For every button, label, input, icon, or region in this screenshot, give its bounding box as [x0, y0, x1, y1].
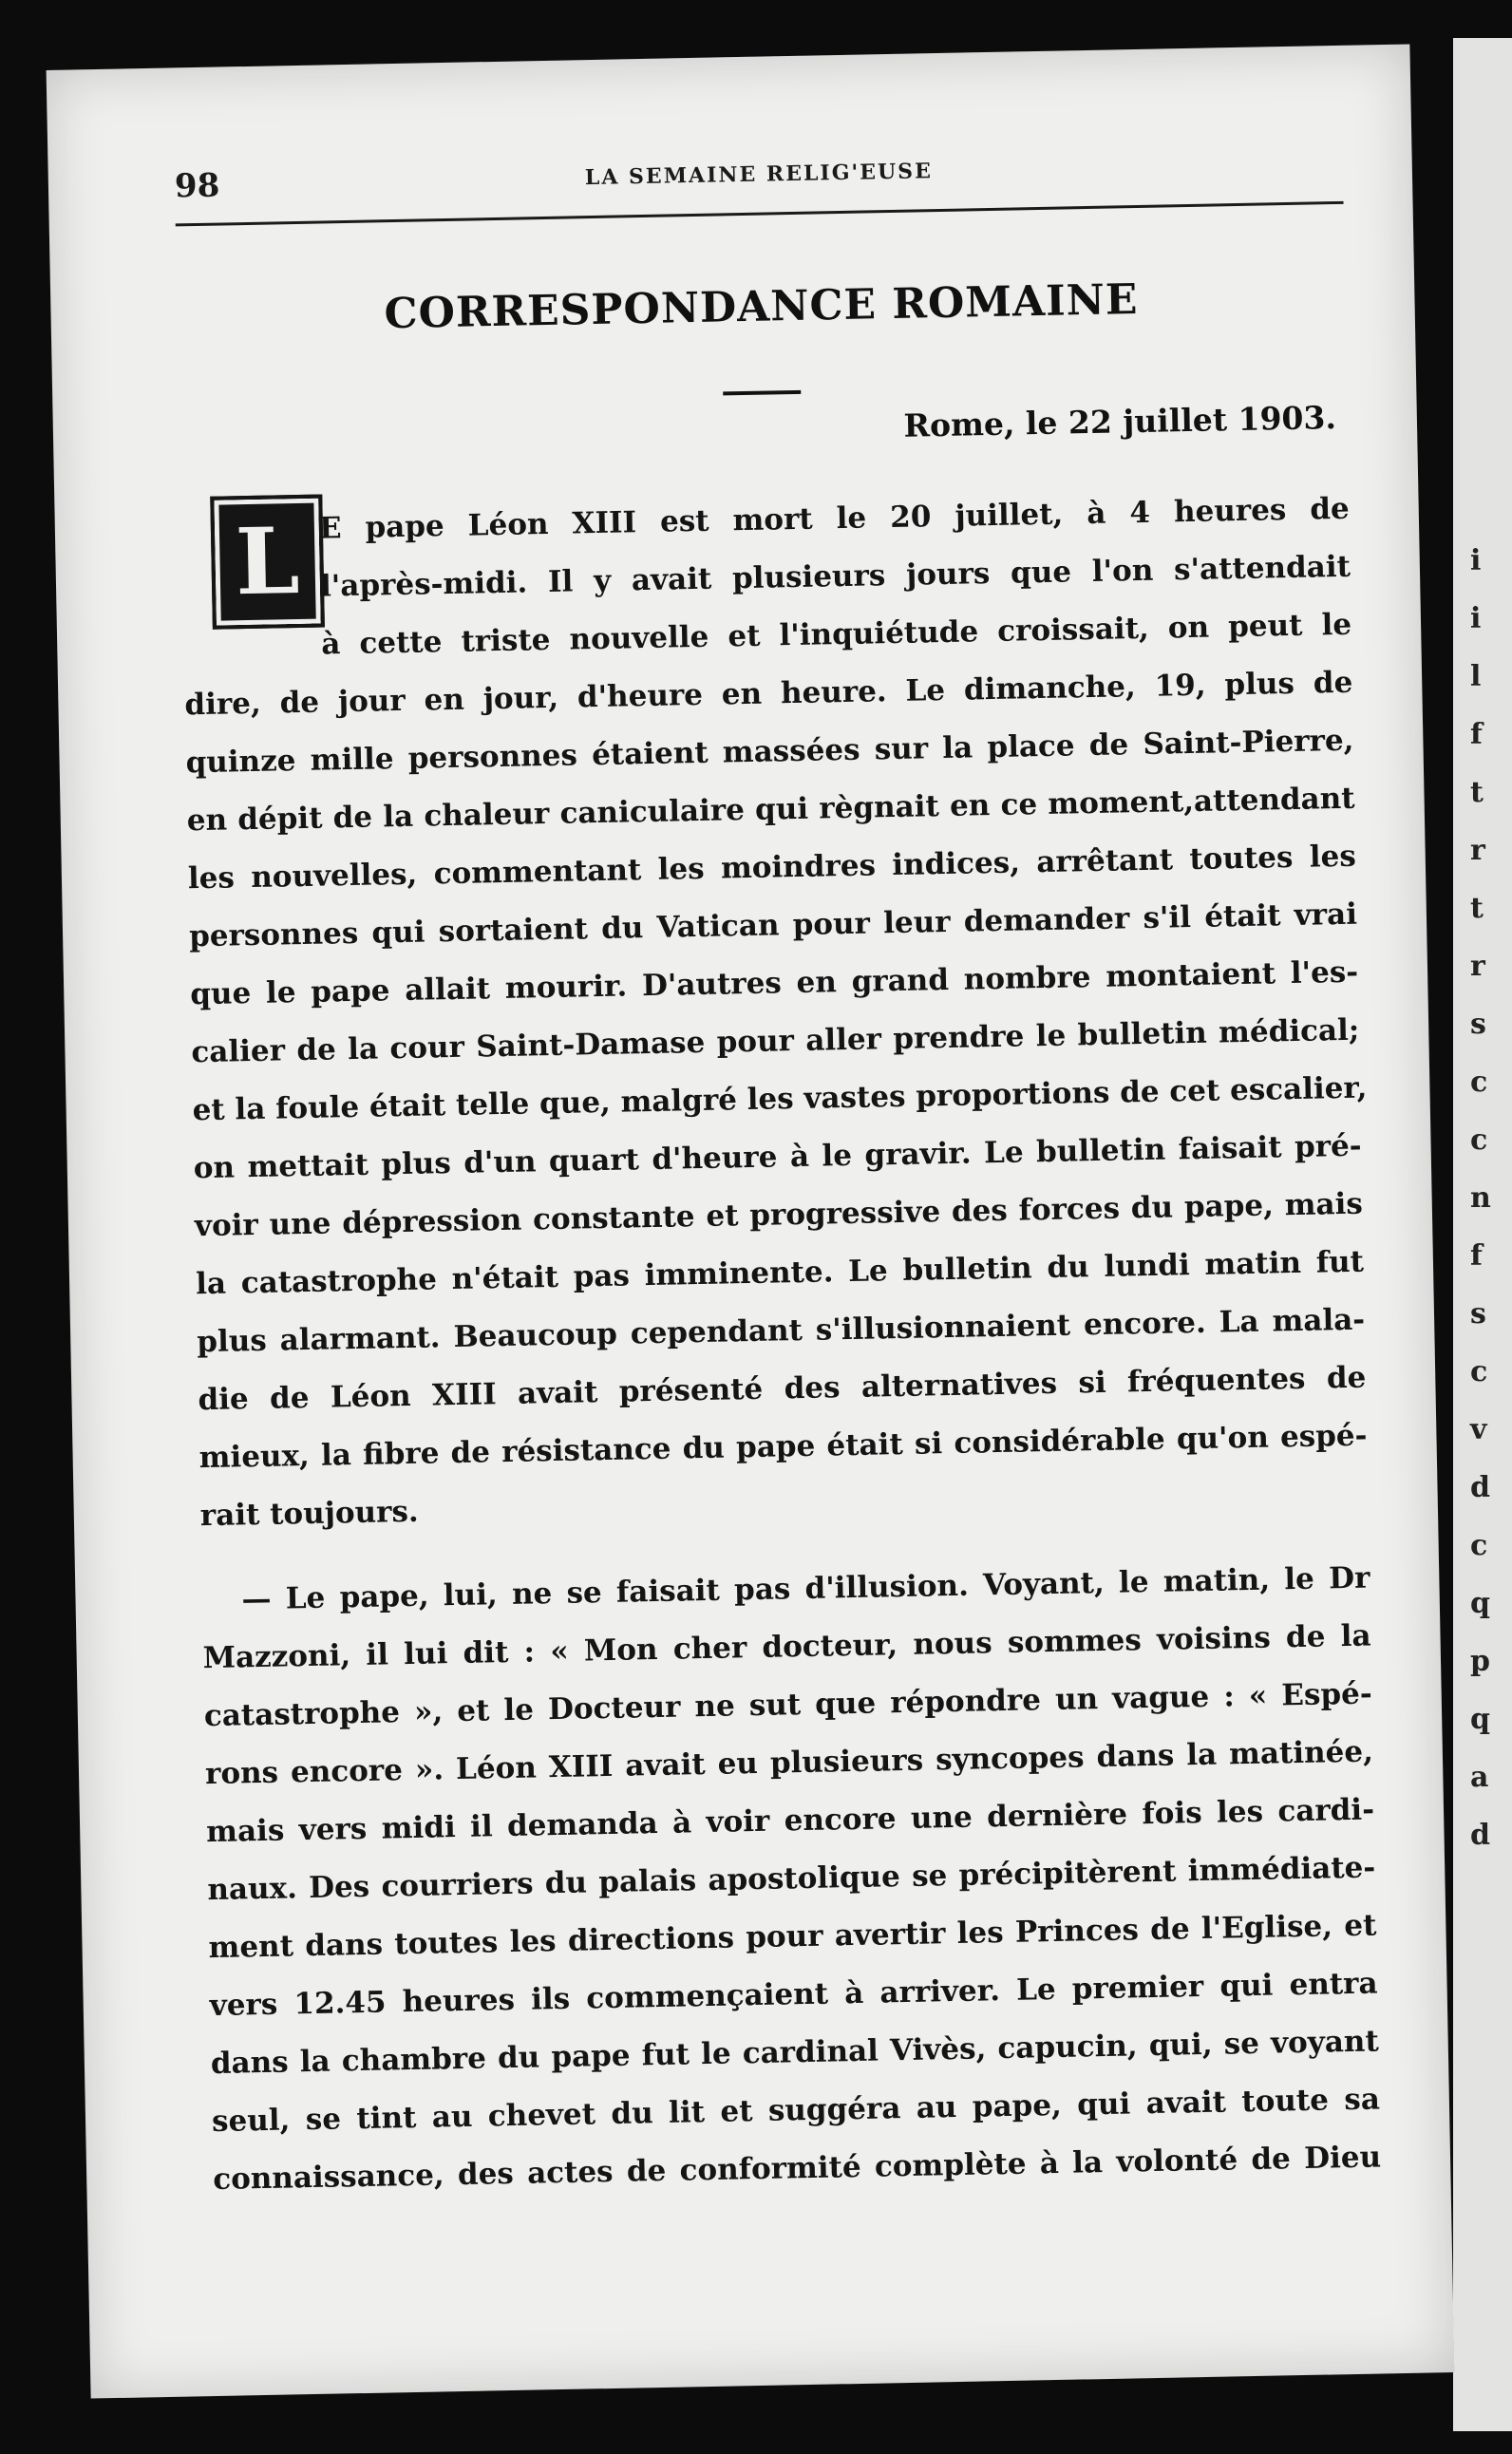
dateline: Rome, le 22 juillet 1903.	[903, 399, 1337, 444]
paragraph-1-line: personnes qui sortaient du Vatican pour leur demander s'il était vrai	[188, 897, 1358, 954]
edge-letter: l	[1470, 660, 1482, 693]
edge-letter: r	[1470, 834, 1485, 867]
edge-letter: s	[1470, 1008, 1486, 1041]
paragraph-1-line: dire, de jour en jour, d'heure en heure. Le dimanche, 19, plus de	[184, 665, 1353, 723]
paragraph-1-line: et la foule était telle que, malgré les vastes proportions de cet escalier,	[192, 1070, 1368, 1128]
edge-letter: q	[1470, 1703, 1490, 1736]
paragraph-2-line: — Le pape, lui, ne se faisait pas d'illusion. Voyant, le matin, le Dr	[241, 1560, 1370, 1617]
paragraph-2-line: seul, se tint au chevet du lit et suggéra au pape, qui avait toute sa	[211, 2082, 1381, 2140]
paragraph-1-line: en dépit de la chaleur caniculaire qui règnait en ce moment,attendant	[186, 781, 1355, 839]
paragraph-1-line: calier de la cour Saint-Damase pour aller prendre le bulletin médical;	[191, 1012, 1360, 1070]
edge-letter: c	[1470, 1529, 1488, 1562]
paragraph-1-line: quinze mille personnes étaient massées sur la place de Saint-Pierre,	[185, 723, 1354, 781]
paragraph-1-line: rait toujours.	[199, 1494, 420, 1534]
book-page	[47, 44, 1455, 2398]
edge-letter: n	[1470, 1181, 1491, 1215]
paragraph-1-line: les nouvelles, commentant les moindres indices, arrêtant toutes les	[187, 839, 1357, 897]
title-rule	[723, 390, 801, 396]
drop-cap-letter: L	[234, 506, 301, 616]
paragraph-2-line: connaissance, des actes de conformité complète à la volonté de Dieu	[212, 2140, 1382, 2198]
drop-cap	[210, 495, 325, 630]
paragraph-1-line: on mettait plus d'un quart d'heure à le gravir. Le bulletin faisait pré-	[193, 1128, 1362, 1186]
paragraph-1-line: E pape Léon XIII est mort le 20 juillet, à 4 heures de	[318, 491, 1351, 546]
edge-letter: t	[1470, 892, 1484, 925]
adjacent-page-letters	[1470, 532, 1508, 1864]
paragraph-2-line: ment dans toutes les directions pour avertir les Princes de l'Eglise, et	[208, 1908, 1377, 1966]
paragraph-1-line: plus alarmant. Beaucoup cependant s'illusionnaient encore. La mala-	[196, 1302, 1366, 1360]
edge-letter: c	[1470, 1123, 1488, 1157]
paragraph-1-line: que le pape allait mourir. D'autres en grand nombre montaient l'es-	[189, 954, 1359, 1012]
paragraph-2-line: mais vers midi il demanda à voir encore une dernière fois les cardi-	[205, 1792, 1375, 1850]
paragraph-2-line: vers 12.45 heures ils commençaient à arriver. Le premier qui entra	[209, 1966, 1378, 2024]
paragraph-1-line: mieux, la fibre de résistance du pape était si considérable qu'on espé-	[198, 1418, 1368, 1476]
paragraph-1-line: l'après-midi. Il y avait plusieurs jours que l'on s'attendait	[319, 549, 1351, 604]
edge-letter: f	[1470, 1239, 1483, 1273]
paragraph-2-line: rons encore ». Léon XIII avait eu plusieurs syncopes dans la matinée,	[204, 1734, 1374, 1792]
paragraph-1-line: voir une dépression constante et progressive des forces du pape, mais	[194, 1186, 1364, 1244]
edge-letter: c	[1470, 1355, 1488, 1388]
page-number: 98	[174, 166, 220, 206]
edge-letter: c	[1470, 1066, 1488, 1099]
edge-letter: i	[1470, 544, 1482, 577]
edge-letter: p	[1470, 1645, 1490, 1678]
edge-letter: s	[1470, 1297, 1486, 1331]
paragraph-1-line: die de Léon XIII avait présenté des alternatives si fréquentes de	[198, 1360, 1367, 1418]
paragraph-2-line: Mazzoni, il lui dit : « Mon cher docteur, nous sommes voisins de la	[202, 1618, 1371, 1676]
article-title: CORRESPONDANCE ROMAINE	[384, 274, 1139, 339]
edge-letter: i	[1470, 602, 1482, 635]
running-head: LA SEMAINE RELIG'EUSE	[584, 159, 934, 191]
edge-letter: d	[1470, 1819, 1490, 1852]
paragraph-2-line: naux. Des courriers du palais apostolique se précipitèrent immédiate-	[207, 1850, 1376, 1908]
edge-letter: r	[1470, 950, 1485, 983]
edge-letter: v	[1470, 1413, 1487, 1446]
edge-letter: a	[1470, 1761, 1489, 1794]
edge-letter: f	[1470, 718, 1483, 751]
paragraph-1-line: la catastrophe n'était pas imminente. Le bulletin du lundi matin fut	[195, 1244, 1365, 1302]
edge-letter: d	[1470, 1471, 1490, 1504]
paragraph-1-line: à cette triste nouvelle et l'inquiétude croissait, on peut le	[320, 607, 1352, 662]
edge-letter: t	[1470, 776, 1484, 809]
edge-letter: q	[1470, 1587, 1490, 1620]
paragraph-2-line: dans la chambre du pape fut le cardinal Vivès, capucin, qui, se voyant	[210, 2024, 1380, 2082]
paragraph-2-line: catastrophe », et le Docteur ne sut que répondre un vague : « Espé-	[203, 1676, 1373, 1734]
